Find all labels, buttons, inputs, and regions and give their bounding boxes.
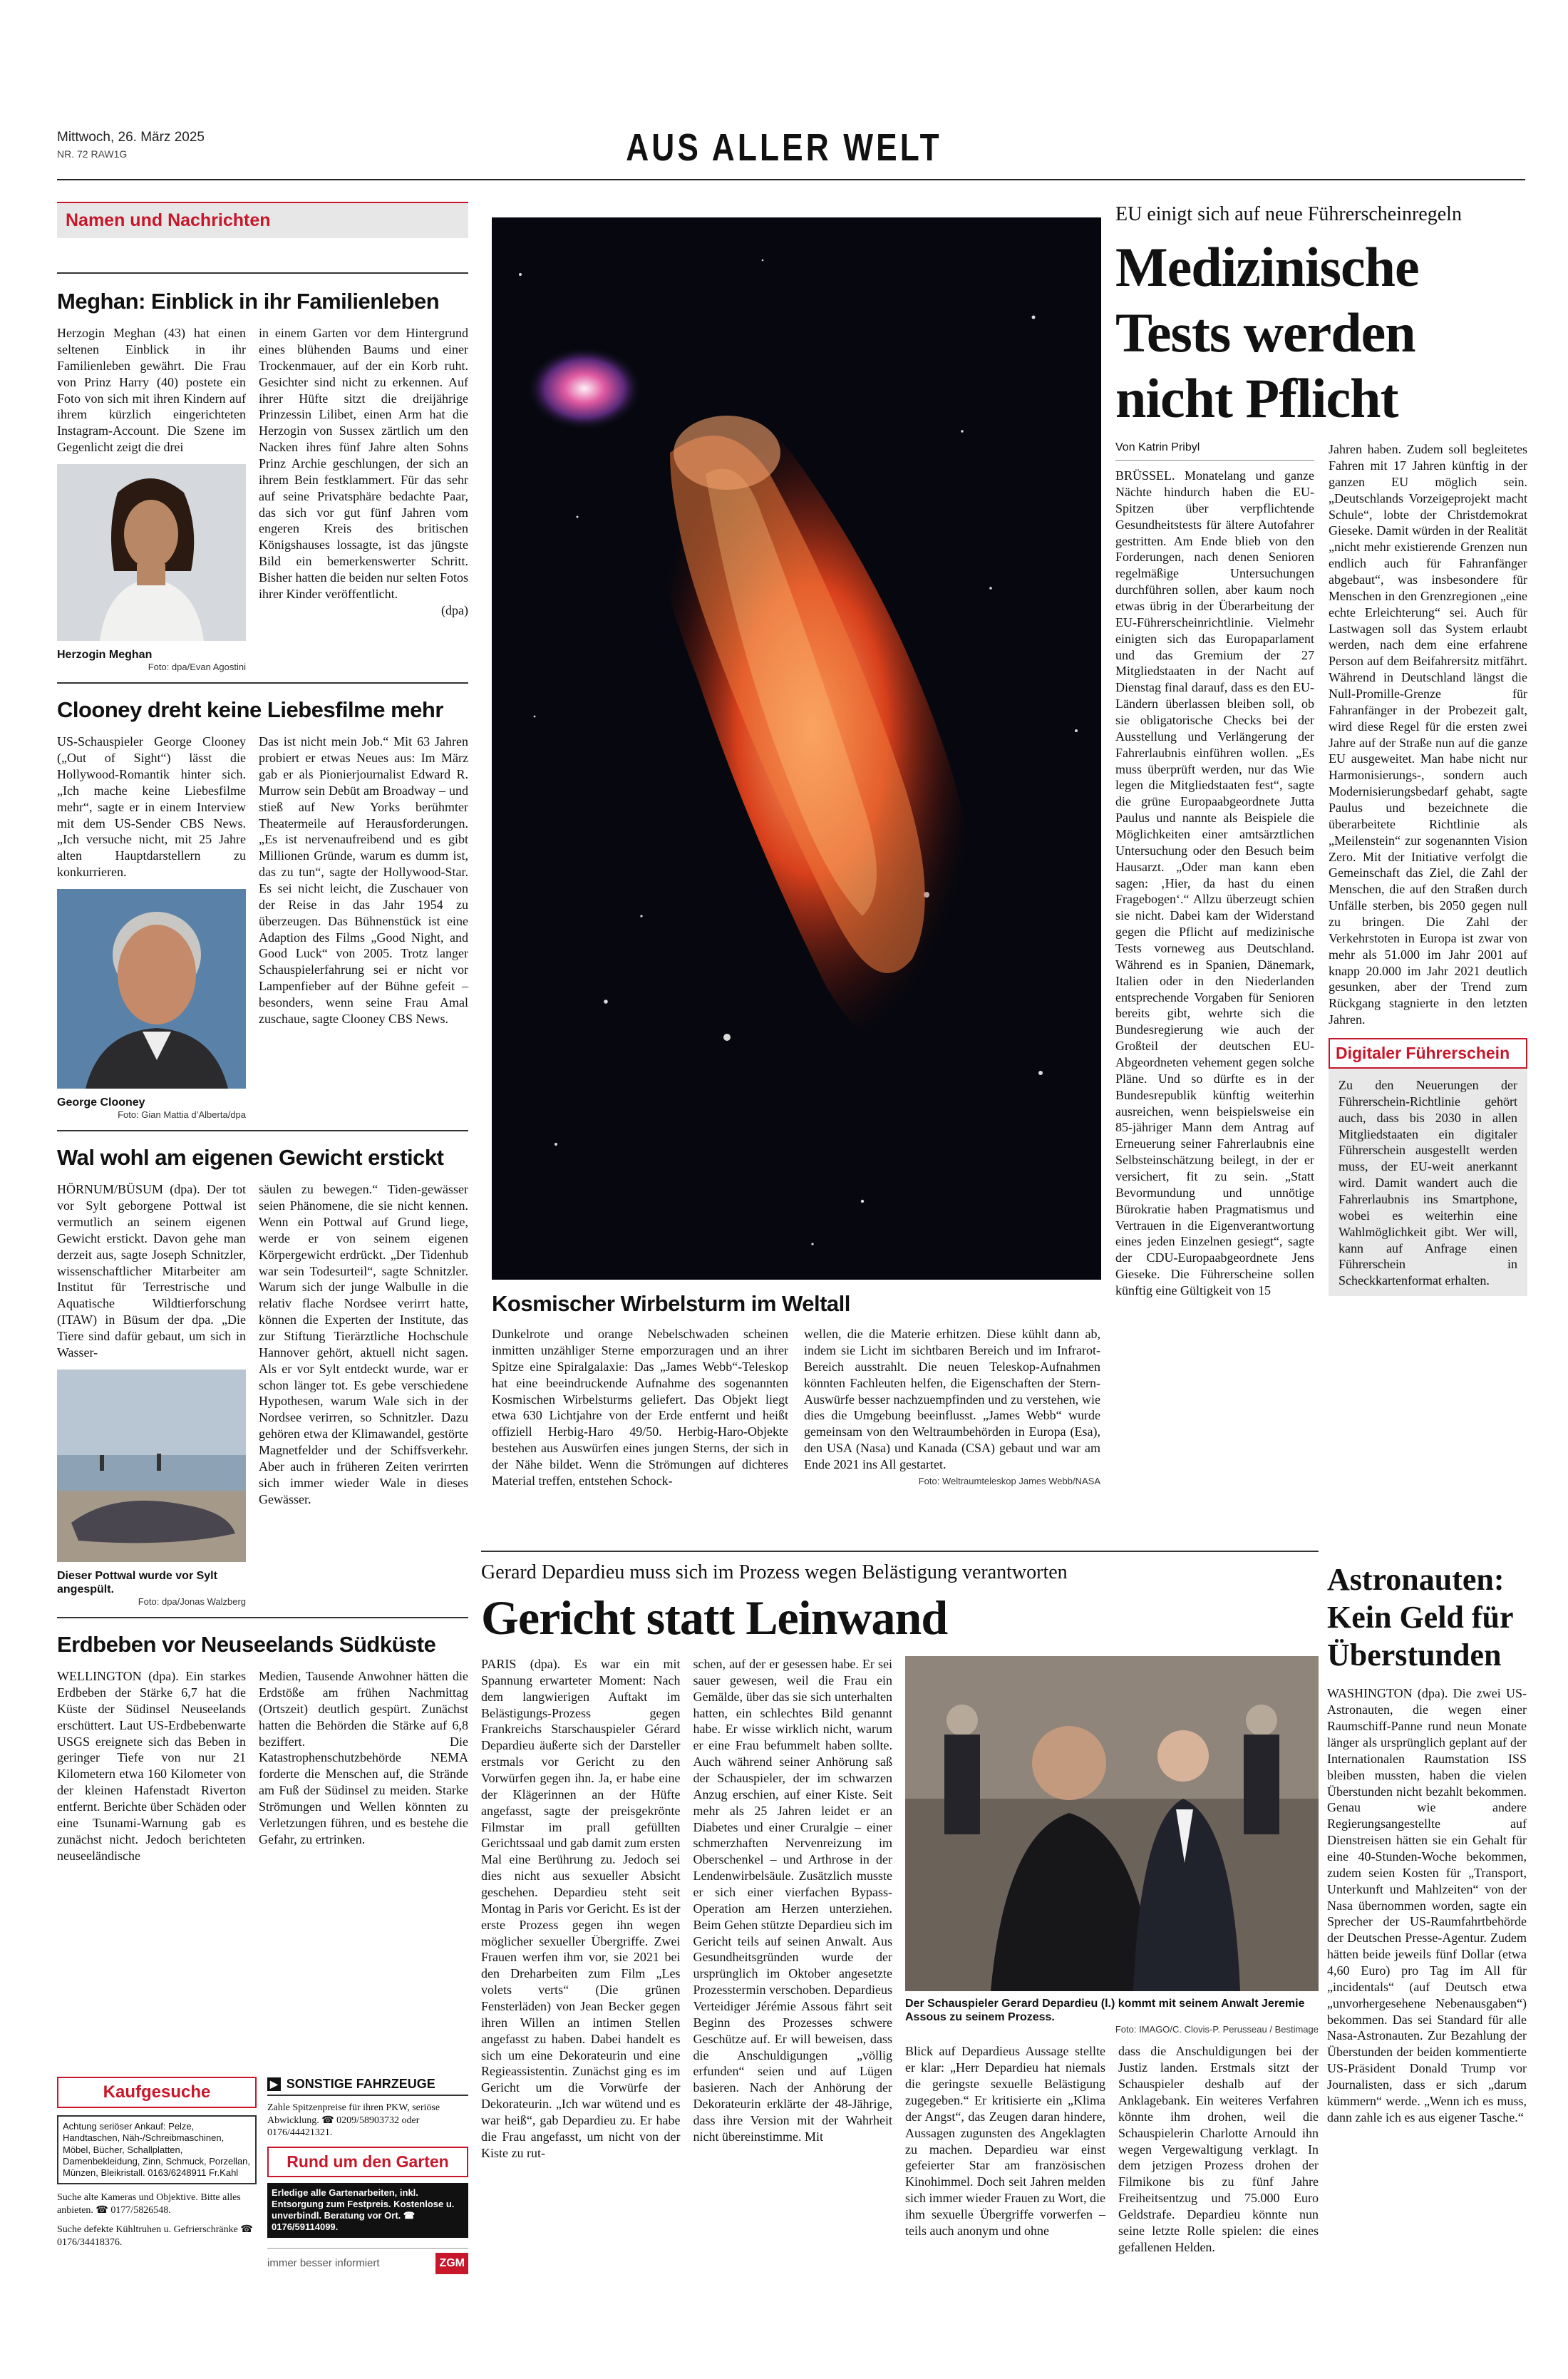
depardieu-text-4: dass die Anschuldigungen bei der Justiz landen. Erstmals sitzt der Schauspieler deshalb auf der Anklagebank. Ein weiteres Verfahren könnte ihm drohen, weil die Schauspielerin Charlotte Arnould ihn wegen Vergewaltigung verklagt. In dem jetzigen Prozess drohen der Filmikone bis zu fünf Jahre Freiheitsentzug und 75.000 Euro Geldstrafe. Depardieu könnte nun seine letzte Rolle spielen: die eines gefallenen Helden. xyxy=(1118,2044,1319,2254)
meghan-title: Meghan: Einblick in ihr Familienleben xyxy=(57,289,440,314)
depardieu-text-3: Blick auf Depardieus Aussage stellte er klar: „Herr Depardieu hat niemals die geringste sexuelle Belästigung zugegeben.“ Er kritisierte ein „Klima der Angst“, das Zeugen daran hindere, Aussagen zugunsten des Angeklagten zu machen. Depardieu war einst gefeierter Star am französischen Kinohimmel. Doch seit Jahren melden sich immer wieder Frauen zu Wort, die ihm sexuelle Übergriffe vorwerfen – teils auch anonym und ohne xyxy=(905,2044,1105,2238)
depardieu-credit: Foto: IMAGO/C. Clovis-P. Perusseau / Bestimage xyxy=(1115,2024,1319,2035)
nebula-text-2: wellen, die die Materie erhitzen. Diese kühlt dann ab, indem sie Licht im sichtbaren Bereich und im Infrarot-Bereich ausstrahlt. Die neuen Teleskop-Aufnahmen könnten Fachleuten helfen, die Eigenschaften der Stern-Auswürfe besser nachzuempfinden und zu verstehen, wie dies die Umgebung beeinflusst. „James Webb“ wurde gemeinsam von den Weltraumbehörden in Europa (Esa), den USA (Nasa) und Kanada (CSA) gebaut und war am Ende 2021 ins All gestartet. xyxy=(804,1327,1100,1471)
zgm-logo: ZGM xyxy=(435,2253,468,2274)
depardieu-kicker: Gerard Depardieu muss sich im Prozess wegen Belästigung verantworten xyxy=(481,1561,1068,1583)
fuehrerschein-kicker: EU einigt sich auf neue Führerscheinregeln xyxy=(1115,203,1462,225)
ad-pkw: Zahle Spitzenpreise für ihren PKW, seriöse Abwicklung. ☎ 0209/58903732 oder 0176/44421321. xyxy=(267,2102,440,2138)
garten-title: Rund um den Garten xyxy=(267,2147,468,2177)
meghan-photo xyxy=(57,464,246,641)
wal-text-2: säulen zu bewegen.“ Tiden-gewässer seien Phänomene, die sie nicht kennen. Wenn ein Pottwal auf Grund liege, werde er von seinem eigenen Körpergewicht erdrückt. „Der Tidenhub war sein Todesurteil“, sagte Schnitzler. Warum sich der junge Walbulle in die relativ flache Nordsee verirrt hatte, können die Experten der Institute, das zur Stiftung Tierärztliche Hochschule Hannover gehört, aktuell nicht sagen. Als er vor Sylt entdeckt wurde, war er schon länger tot. Es gebe verschiedene Hypothesen, warum Wale sich in der Nordsee verirren, so Schnitzler. Dazu gehören etwa der Klimawandel, gestörte Magnetfelder und der Schiffsverkehr. Aber auch in früheren Zeiten verirrten sich immer wieder Wale in dieses Gewässer. xyxy=(259,1182,468,1506)
fuehrerschein-article xyxy=(1115,203,1527,1299)
issue-date: Mittwoch, 26. März 2025 xyxy=(57,130,205,145)
clooney-photo xyxy=(57,889,246,1089)
fahrzeuge-title: SONSTIGE FAHRZEUGE xyxy=(286,2077,435,2091)
digital-license-title: Digitaler Führerschein xyxy=(1329,1038,1527,1069)
nebula-text-1: Dunkelrote und orange Nebelschwaden scheinen inmitten unzähliger Sterne emporzuragen und an ihrer Spitze eine Spiralgalaxie: Das „James Webb“-Teleskop hat eine beeindruckende Aufnahme des sogenannten Kosmischen Wirbelsturms geliefert. Das Objekt liegt etwa 630 Lichtjahre von der Erde entfernt und heißt offiziell Herbig-Haro 49/50. Herbig-Haro-Objekte bestehen aus Auswürfen eines jungen Sterns, der sich in der Nähe bildet. Wenn die Strömungen auf dichteres Material treffen, entstehen Schock- xyxy=(492,1327,788,1488)
wal-title: Wal wohl am eigenen Gewicht erstickt xyxy=(57,1145,444,1171)
kaufgesuche-title: Kaufgesuche xyxy=(57,2077,257,2108)
ad-kameras: Suche alte Kameras und Objektive. Bitte alles anbieten. ☎ 0177/5826548. xyxy=(57,2192,241,2216)
ad-garten: Erledige alle Gartenarbeiten, inkl. Entsorgung zum Festpreis. Kostenlose u. unverbindl. Beratung vor Ort. ☎ 0176/59114099. xyxy=(267,2183,468,2238)
whale-credit: Foto: dpa/Jonas Walzberg xyxy=(138,1596,246,1608)
meghan-text-1: Herzogin Meghan (43) hat einen seltenen Einblick in ihr Familienleben gewährt. Die Frau von Prinz Harry (40) postete ein Foto von sich mit ihren Kindern auf ihrem kürzlich eingerichteten Instagram-Account. Die Szene im Gegenlicht zeigt die drei xyxy=(57,326,246,455)
zgm-slogan: immer besser informiert xyxy=(267,2257,380,2269)
erdbeben-title: Erdbeben vor Neuseelands Südküste xyxy=(57,1632,436,1658)
classified-ads xyxy=(57,2071,468,2313)
nebula-title: Kosmischer Wirbelsturm im Weltall xyxy=(492,1291,850,1316)
depardieu-headline: Gericht statt Leinwand xyxy=(481,1591,948,1645)
depardieu-article xyxy=(481,1561,1319,2256)
clooney-credit: Foto: Gian Mattia d’Alberta/dpa xyxy=(118,1109,246,1121)
depardieu-text-1: PARIS (dpa). Es war ein mit Spannung erwarteter Moment: Nach dem langwierigen Auftakt im Belästigungs-Prozess gegen Frankreichs Starschauspieler Gérard Depardieu äußerte sich der Darsteller erstmals vor Gericht zu den Vorwürfen gegen ihn. Ja, er habe eine der Klägerinnen an der Hüfte angefasst, sagte der preisgekrönte Filmstar im prall gefüllten Gerichtssaal und gab damit zum ersten Mal eine Berührung zu. Jedoch sei dies nicht aus sexueller Absicht geschehen. Depardieu steht seit Montag in Paris vor Gericht. Es ist der erste Prozess gegen ihn wegen möglicher sexueller Übergriffe. Zwei Frauen werfen ihm vor, sie 2021 bei den Dreharbeiten zum Film „Les volets verts“ (Die grünen Fensterläden) von Jean Becker gegen ihren Willen an intimen Stellen angefasst zu haben. Dabei handelt es sich um eine Dekorateurin und eine Regieassistentin. Zunächst ging es im Gericht um die Vorwürfe der Dekorateurin. „Ich war wütend und es war heiß“, gab Depardieu zu. Er habe die Frau angefasst, um nicht von der Kiste zu rut- xyxy=(481,1657,681,2160)
clooney-title: Clooney dreht keine Liebesfilme mehr xyxy=(57,697,443,723)
ad-ankauf: Achtung seriöser Ankauf: Pelze, Handtaschen, Näh-/Schreibmaschinen, Möbel, Bücher, Schallplatten, Damenbekleidung, Zinn, Schmuck, Porzellan, Münzen, Bleikristall. 0163/6248911 Fr.Kahl xyxy=(57,2115,257,2184)
header-rule xyxy=(57,179,1525,180)
clooney-text-2: Das ist nicht mein Job.“ Mit 63 Jahren probiert er etwas Neues aus: Im März gab er als Pionierjournalist Edward R. Murrow sein Debüt am Broadway – und stieß auf New Yorks berühmter Theatermeile auf Herausforderungen. „Es ist nervenaufreibend und es gibt Millionen Gründe, warum es dumm ist, das zu tun“, sagte der Hollywood-Star. Es sei nicht leicht, die Zuschauer von der Reise in das Jahr 1954 zu überzeugen. Das Bühnenstück ist eine Adaption des Films „Good Night, and Good Luck“ von 2005. Trotz langer Schauspielerfahrung sei er nicht vor Lampenfieber auf der Bühne gefeit – besonders, wenn seine Frau Amal zuschaue, sagte Clooney CBS News. xyxy=(259,734,468,1026)
arrow-icon: ▶ xyxy=(267,2077,281,2091)
byline: Von Katrin Pribyl xyxy=(1115,441,1200,454)
erdbeben-text-1: WELLINGTON (dpa). Ein starkes Erdbeben der Stärke 6,7 hat die Küste der Südinsel Neuseelands erschüttert. Laut US-Erdbebenwarte USGS ereignete sich das Beben in geringer Tiefe von nur 21 Kilometern etwa 160 Kilometer von der kleinen Hafenstadt Riverton entfernt. Berichte über Schäden oder eine Tsunami-Warnung gab es zunächst nicht. Jedoch berichteten neuseeländische xyxy=(57,1669,246,1863)
fahrzeuge-header xyxy=(267,2077,468,2096)
fuehrerschein-text-1: BRÜSSEL. Monatelang und ganze Nächte hindurch haben die EU-Spitzen über verpflichtende Gesundheitstests für ältere Autofahrer gestritten. Am Ende blieb von den Forderungen, nach denen Senioren regelmäßige Untersuchungen durchführen sollen, aber kaum noch etwas übrig in der Überarbeitung der EU-Führerscheinrichtlinie. Vielmehr einigten sich das Europaparlament und das Gremium der 27 Mitgliedstaaten in der Nacht auf Dienstag final darauf, dass es den EU-Ländern überlassen bleiben soll, ob sie obligatorische Checks bei der Ausstellung und Verlängerung der Fahrerlaubnis einführen wollen. „Es muss überprüft werden, nur das Wie legen die Mitgliedstaaten fest“, sagte die grüne Europaabgeordnete Jutta Paulus und nannte als Beispiele die Möglichkeiten einer amtsärztlichen Untersuchung oder den Besuch beim Hausarzt. „Oder man kann eben sagen: ‚Hier, da hast du einen Fragebogen‘.“ Allzu überzeugt schien sie nicht. Dabei kam der Widerstand gegen die Pflicht auf medizinische Tests vorneweg aus Deutschland. Während es in Spanien, Dänemark, Italien oder in den Niederlanden entsprechende Vorgaben für Senioren bereits gibt, wehrte sich die Bundesregierung wie auch der Großteil der deutschen EU-Abgeordneten vehement gegen solche Pläne. Und so dürfte es in der Bundesrepublik künftig weiterhin ausreichen, wenn beispielsweise ein 85-jähriger Mann dem Antrag auf Erneuerung seiner Fahrerlaubnis eine Selbsteinschätzung beilegt, in der er versichert, fit zu sein. „Statt Bevormundung und unnötige Bürokratie haben Pragmatismus und Vertrauen in die Eigenverantwortung eines jeden Einzelnen gesiegt“, sagte der CDU-Europaabgeordnete Jens Gieseke. Die Führerscheine sollen künftig eine Gültigkeit von 15 xyxy=(1115,468,1314,1298)
section-title: AUS ALLER WELT xyxy=(626,126,942,169)
nebula-credit: Foto: Weltraumteleskop James Webb/NASA xyxy=(918,1475,1100,1486)
clooney-text-1: US-Schauspieler George Clooney („Out of Sight“) lässt die Hollywood-Romantik hinter sich. „Ich mache keine Liebesfilme mehr“, sagte er in einem Interview mit dem US-Sender CBS News. „Ich versuche nicht, mit 25 Jahre alten Hauptdarstellern zu konkurrieren. xyxy=(57,734,246,880)
issue-number: NR. 72 RAW1G xyxy=(57,148,128,160)
ad-kuehltruhen: Suche defekte Kühltruhen u. Gefrierschränke ☎ 0176/34418376. xyxy=(57,2224,253,2248)
meghan-credit: Foto: dpa/Evan Agostini xyxy=(148,662,246,673)
whale-photo xyxy=(57,1370,246,1562)
rubric-namen: Namen und Nachrichten xyxy=(57,202,468,238)
astronauts-headline: Astronauten: Kein Geld für Überstunden xyxy=(1327,1562,1514,1673)
left-column xyxy=(57,202,468,1864)
astronauts-article xyxy=(1327,1561,1527,2126)
depardieu-text-2: schen, auf der er gesessen habe. Er sei sauer gewesen, weil die Frau ein Gemälde, über das sie sich unterhalten hatten, ein schlechtes Bild genannt habe. Er wisse wirklich nicht, warum er eine Frau befummelt haben sollte. Auch während seiner Anhörung saß der Schauspieler, der im schwarzen Anzug erschien, auf einer Kiste. Seit mehr als 25 Jahren leidet er an Diabetes und einer Cruralgie – einer schmerzhaften Nervenreizung im Oberschenkel – und Arthrose in der Lendenwirbelsäule. Zusätzlich musste er sich einer vierfachen Bypass-Operation am Herzen unterziehen. Beim Gehen stützte Depardieu sich im Gericht teils auf seinen Anwalt. Aus Gesundheitsgründen wurde der ursprünglich im Oktober angesetzte Prozesstermin verschoben. Depardieus Verteidiger Jérémie Assous fährt seit Beginn des Prozesses schwere Geschütze auf. Er will beweisen, dass die Anschuldigungen „völlig erfunden“ seien und auf Lügen basieren. Nach der Anhörung der Dekorateurin erklärte der 48-Jährige, dass ihre Version mit der Wahrheit nicht übereinstimme. Mit xyxy=(693,1657,892,2144)
digital-license-text: Zu den Neuerungen der Führerschein-Richtlinie gehört auch, dass bis 2030 in allen Mitgliedstaaten ein digitaler Führerschein ausgestellt werden muss, der EU-weit anerkannt wird. Damit wandert auch die Fahrerlaubnis ins Smartphone, wobei es weiterhin eine Wahlmöglichkeit gibt. Wer will, kann auf Anfrage einen Führerschein in Scheckkartenformat erhalten. xyxy=(1339,1078,1517,1288)
meghan-source: (dpa) xyxy=(441,602,468,617)
depardieu-caption: Der Schauspieler Gerard Depardieu (l.) kommt mit seinem Anwalt Jeremie Assous zu seinem Prozess. xyxy=(905,1998,1305,2024)
meghan-text-2: in einem Garten vor dem Hintergrund eines blühenden Baums und einer Trockenmauer, auf der ein Korb ruht. Gesichter sind nicht zu erkennen. Auf ihrer Hüfte sitzt die dreijährige Prinzessin Lilibet, einen Arm hat die Herzogin von Sussex zärtlich um den Nacken ihres fünf Jahre alten Sohns Prinz Archie geschlungen, der sich an ihrem Bein festklammert. Für das sehr auf seine Privatsphäre bedachte Paar, das sich vor gut fünf Jahren vom engeren Kreis des britischen Königshauses lossagte, ist das jüngste Bild ein bemerkenswerter Schritt. Bisher hatten die beiden nur selten Fotos ihrer Kinder veröffentlicht. xyxy=(259,326,468,601)
wal-text-1: HÖRNUM/BÜSUM (dpa). Der tot vor Sylt geborgene Pottwal ist vermutlich an seinem eigenen Gewicht erstickt. Davon gehe man derzeit aus, sagte Joseph Schnitzler, wissenschaftlicher Mitarbeiter am Institut für Terrestrische und Aquatische Wildtierforschung (ITAW) in Büsum der dpa. „Die Tiere sind dafür gebaut, um sich in Wasser- xyxy=(57,1182,246,1360)
nebula-article xyxy=(492,1292,1101,1489)
meghan-caption: Herzogin Meghan xyxy=(57,648,153,661)
fuehrerschein-text-2: Jahren haben. Zudem soll begleitetes Fahren mit 17 Jahren künftig in der ganzen EU möglich sein. „Deutschlands Vorzeigeprojekt macht Schule“, lobte der Christdemokrat Gieseke. Damit würden in der Realität „nicht mehr existierende Grenzen nun endlich auch für Fahranfänger abgebaut“, was insbesondere für Menschen in den Grenzregionen „eine echte Erleichterung“ sei. Auch für Lastwagen soll das System erlaubt werden, nach dem eine erfahrene Person auf dem Beifahrersitz mitfährt. Während in Deutschland längst die Null-Promille-Grenze für Fahranfänger in der Probezeit galt, wird diese Regel für die ersten zwei Jahre auf der Straße nun auf die ganze EU ausgeweitet. Man habe nicht nur Harmonisierungs-, sondern auch Modernisierungsbedarf gehabt, sagte Paulus und bezeichnete die überarbeitete Richtlinie als „Meilenstein“ zur sogenannten Vision Zero. Mit der Initiative verfolgt die Gemeinschaft das Ziel, die Zahl der Menschen, die auf den Straßen durch Unfälle sterben, bis 2050 gegen null zu bringen. Die Zahl der Verkehrstoten in Europa ist zwar von mehr als 51.000 im Jahr 2001 auf knapp 20.000 im Jahr 2021 deutlich gesunken, aber der Trend zum Rückgang stagnierte in den letzten Jahren. xyxy=(1329,442,1527,1027)
nebula-photo xyxy=(492,217,1101,1280)
erdbeben-text-2: Medien, Tausende Anwohner hätten die Erdstöße am frühen Nachmittag (Ortszeit) deutlich gespürt. Zunächst hatten die Behörden die Stärke auf 6,8 beziffert. Die Katastrophenschutzbehörde NEMA forderte die Menschen auf, die Strände am Fuß der Südinsel zu meiden. Starke Strömungen und Wellen könnten zu Verletzungen führen, und es bestehe die Gefahr, zu ertrinken. xyxy=(259,1669,468,1846)
depardieu-photo xyxy=(905,1656,1319,1991)
depardieu-rule xyxy=(481,1551,1319,1552)
astronauts-text: WASHINGTON (dpa). Die zwei US-Astronauten, die wegen einer Raumschiff-Panne rund neun Monate länger als ursprünglich geplant auf der Internationalen Raumstation ISS bleiben mussten, haben die vielen Überstunden nicht bezahlt bekommen. Genau wie andere Regierungsangestellte auf Dienstreisen hätten sie ein Gehalt für eine 40-Stunden-Woche bekommen, zudem seien Kosten für „Transport, Unterkunft und Mahlzeiten“ von der Nasa übernommen worden, sagte ein Sprecher der US-Raumfahrtbehörde der Deutschen Presse-Agentur. Zudem hätten beide jeweils fünf Dollar (etwa 4,60 Euro) pro Tag im All für „incidentals“ (auf Deutsch etwa „unvorhergesehene Nebenausgaben“) bekommen. Das sei Standard für alle Nasa-Astronauten. Zur Bezahlung der Überstunden der beiden kommentierte US-Präsident Donald Trump vor Journalisten, dass er sich „darum kümmern“ werde. „Wenn ich es muss, dann zahle ich es aus eigener Tasche.“ xyxy=(1327,1686,1527,2124)
clooney-caption: George Clooney xyxy=(57,1096,145,1109)
digital-license-box xyxy=(1329,1038,1527,1296)
whale-caption: Dieser Pottwal wurde vor Sylt angespült. xyxy=(57,1569,217,1596)
fuehrerschein-headline: Medizinische Tests werden nicht Pflicht xyxy=(1115,236,1419,430)
